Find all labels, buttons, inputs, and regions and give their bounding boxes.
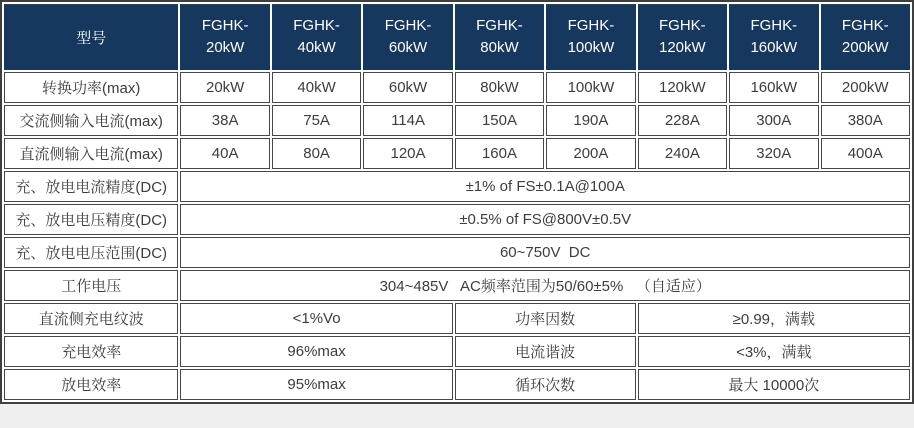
spec-label-cell: 放电效率 bbox=[4, 369, 178, 400]
spec-row-charge-efficiency-harmonics bbox=[4, 336, 910, 367]
spec-value-cell: 最大 10000次 bbox=[638, 369, 910, 400]
model-header-fghk-20kw bbox=[180, 4, 269, 70]
spec-value-cell: 80A bbox=[272, 138, 361, 169]
spec-label-cell: 工作电压 bbox=[4, 270, 178, 301]
spec-row-dc-input-current bbox=[4, 138, 910, 169]
model-power: 20kW bbox=[205, 39, 245, 56]
spec-value-cell: 75A bbox=[272, 105, 361, 136]
spec-value-cell: 60kW bbox=[363, 72, 452, 103]
spec-row-current-accuracy bbox=[4, 171, 910, 202]
model-series: FGHK- bbox=[476, 16, 523, 34]
spec-label-cell: 功率因数 bbox=[455, 303, 636, 334]
spec-value-cell: 380A bbox=[821, 105, 911, 136]
spec-value-cell: ≥0.99，满载 bbox=[638, 303, 910, 334]
spec-label-cell: 充、放电电压精度(DC) bbox=[4, 204, 178, 235]
model-series: FGHK- bbox=[201, 16, 249, 34]
spec-row-ripple-powerfactor bbox=[4, 303, 910, 334]
model-power: 120kW bbox=[659, 39, 706, 56]
spec-label-cell: 充、放电电流精度(DC) bbox=[4, 171, 178, 202]
spec-row-voltage-accuracy bbox=[4, 204, 910, 235]
model-series: FGHK- bbox=[384, 16, 432, 34]
model-header-fghk-200kw bbox=[821, 4, 911, 70]
model-power: 200kW bbox=[841, 39, 889, 56]
model-header-fghk-120kw bbox=[638, 4, 727, 70]
spec-value-cell: 200kW bbox=[821, 72, 911, 103]
spec-merged-value-cell: 60~750V DC bbox=[180, 237, 910, 268]
model-series: FGHK- bbox=[750, 16, 798, 34]
spec-value-cell: 150A bbox=[455, 105, 544, 136]
spec-value-cell: 300A bbox=[729, 105, 818, 136]
model-header-fghk-60kw bbox=[363, 4, 452, 70]
spec-value-cell: 240A bbox=[638, 138, 727, 169]
spec-label-cell: 直流侧充电纹波 bbox=[4, 303, 178, 334]
spec-value-cell: 228A bbox=[638, 105, 727, 136]
spec-value-cell: 80kW bbox=[455, 72, 544, 103]
spec-row-working-voltage bbox=[4, 270, 910, 301]
spec-value-cell: 200A bbox=[546, 138, 635, 169]
model-series: FGHK- bbox=[567, 16, 615, 34]
model-power: 60kW bbox=[388, 39, 428, 56]
model-series: FGHK- bbox=[841, 16, 889, 34]
model-column-header: 型号 bbox=[4, 4, 178, 70]
spec-label-cell: 直流侧输入电流(max) bbox=[4, 138, 178, 169]
spec-value-cell: 40kW bbox=[272, 72, 361, 103]
spec-value-cell: <1%Vo bbox=[180, 303, 452, 334]
spec-label-cell: 电流谐波 bbox=[455, 336, 636, 367]
spec-row-conversion-power bbox=[4, 72, 910, 103]
model-header-fghk-160kw bbox=[729, 4, 818, 70]
spec-label-cell: 充电效率 bbox=[4, 336, 178, 367]
header-row bbox=[4, 4, 910, 70]
spec-label-cell: 充、放电电压范围(DC) bbox=[4, 237, 178, 268]
spec-value-cell: 100kW bbox=[546, 72, 635, 103]
spec-value-cell: 20kW bbox=[180, 72, 269, 103]
spec-value-cell: 114A bbox=[363, 105, 452, 136]
model-header-fghk-40kw bbox=[272, 4, 361, 70]
spec-merged-value-cell: 304~485V AC频率范围为50/60±5% （自适应） bbox=[180, 270, 910, 301]
spec-value-cell: 95%max bbox=[180, 369, 452, 400]
spec-value-cell: 160A bbox=[455, 138, 544, 169]
spec-label-cell: 转换功率(max) bbox=[4, 72, 178, 103]
spec-value-cell: 96%max bbox=[180, 336, 452, 367]
model-power: 80kW bbox=[480, 39, 519, 56]
spec-merged-value-cell: ±0.5% of FS@800V±0.5V bbox=[180, 204, 910, 235]
model-power: 40kW bbox=[297, 39, 336, 56]
spec-value-cell: 120A bbox=[363, 138, 452, 169]
spec-value-cell: 320A bbox=[729, 138, 818, 169]
spec-row-ac-input-current bbox=[4, 105, 910, 136]
model-series: FGHK- bbox=[659, 16, 706, 34]
model-header-fghk-100kw bbox=[546, 4, 635, 70]
spec-label-cell: 交流侧输入电流(max) bbox=[4, 105, 178, 136]
spec-value-cell: 160kW bbox=[729, 72, 818, 103]
model-header-fghk-80kw bbox=[455, 4, 544, 70]
model-power: 100kW bbox=[567, 39, 615, 56]
spec-merged-value-cell: ±1% of FS±0.1A@100A bbox=[180, 171, 910, 202]
spec-value-cell: 190A bbox=[546, 105, 635, 136]
spec-value-cell: 400A bbox=[821, 138, 911, 169]
model-series: FGHK- bbox=[293, 16, 340, 34]
spec-row-discharge-efficiency-cycles bbox=[4, 369, 910, 400]
model-power: 160kW bbox=[750, 39, 798, 56]
spec-label-cell: 循环次数 bbox=[455, 369, 636, 400]
spec-value-cell: <3%，满载 bbox=[638, 336, 910, 367]
spec-value-cell: 38A bbox=[180, 105, 269, 136]
spec-row-voltage-range bbox=[4, 237, 910, 268]
spec-value-cell: 40A bbox=[180, 138, 269, 169]
spec-value-cell: 120kW bbox=[638, 72, 727, 103]
